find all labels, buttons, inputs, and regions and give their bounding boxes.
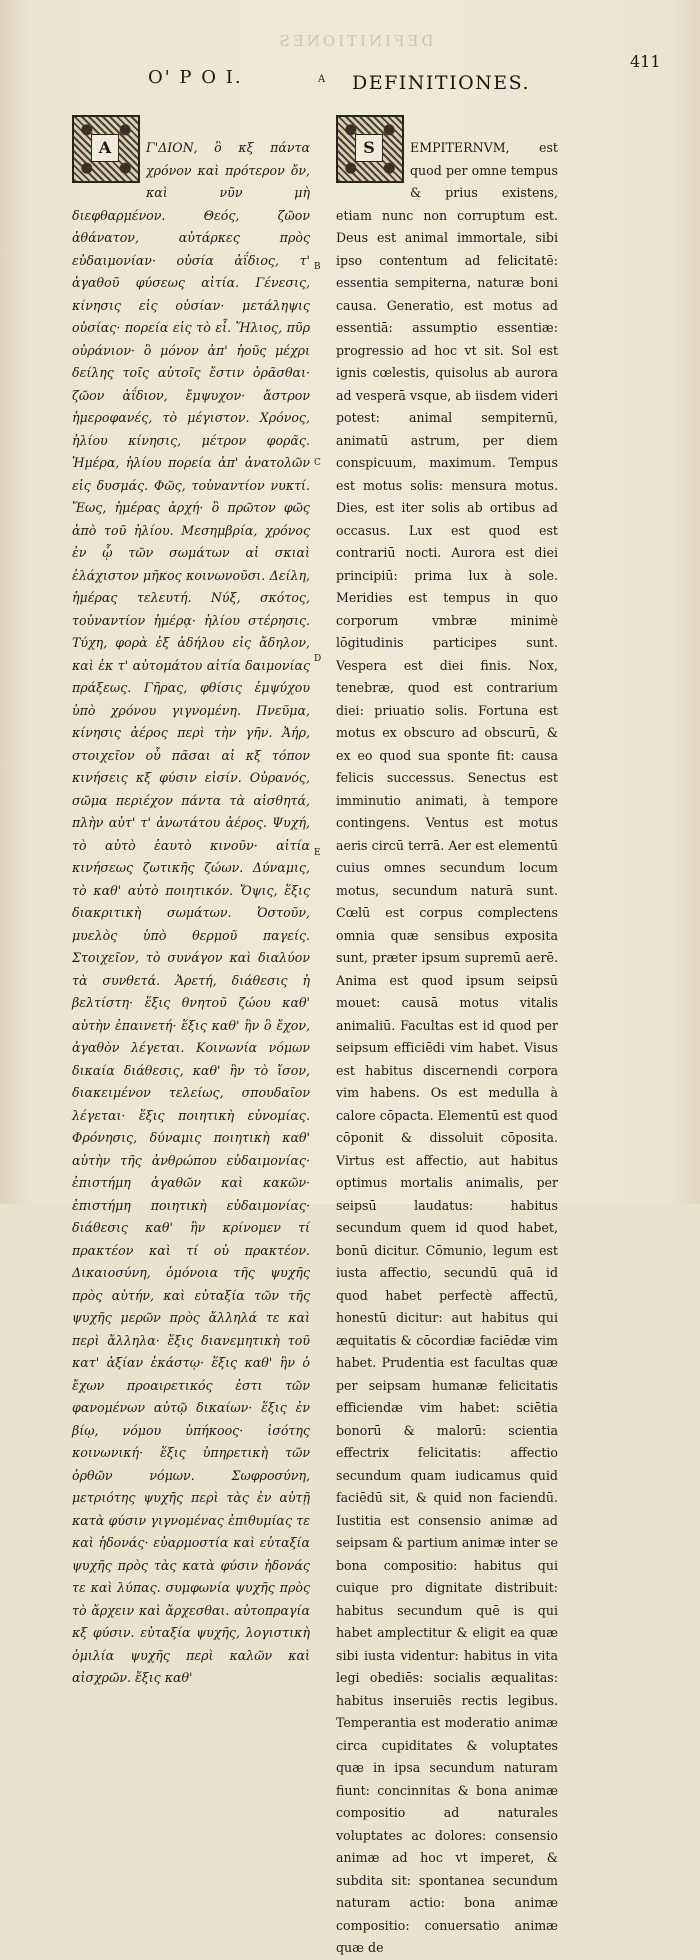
- margin-letter-c: C: [314, 458, 321, 468]
- latin-column: [336, 92, 558, 1960]
- latin-initial-letter: S: [355, 134, 383, 162]
- greek-heading: Ο' Ρ Ο Ι.: [148, 67, 243, 88]
- latin-body-text: EMPITERNVM, est quod per omne tempus & prius existens, etiam nunc non corruptum est. Deus est animal immortale, sibi ipso contentum ad felicitatē: essentia sempiterna, naturæ boni causa. Generatio, est motus ad essentiā: assumptio essentiæ: progressio ad hoc vt sit. Sol est ignis cœlestis, quisolus ab aurora ad vesperā vsque, ab iisdem videri potest: animal sempiternū, animatū astrum, per diem conspicuum, maximum. Tempus est motus solis: mensura motus. Dies, est iter solis ab ortibus ad occasus. Lux est quod est contrariū nocti. Aurora est diei principiū: prima lux à sole. Meridies est tempus in quo corporum vmbræ minimè lōgitudinis participes sunt. Vespera est diei finis. Nox, tenebræ, quod est contrarium diei: priuatio solis. Fortuna est motus ex obscuro ad obscurū, & ex eo quod sua sponte fit: causa felicis successus. Senectus est imminutio animati, à tempore contingens. Ventus est motus aeris circū terrā. Aer est elementū cuius omnes secundum locum motus, secundum naturā sunt. Cœlū est corpus complectens omnia quæ sensibus exposita sunt, præter ipsum supremū aerē. Anima est quod ipsum seipsū mouet: causā motus vitalis animaliū. Facultas est id quod per seipsum efficiēdi vim habet. Visus est habitus discernendi corpora vim habens. Os est medulla à calore cōpacta. Elementū est quod cōponit & dissoluit cōposita. Virtus est affectio, aut habitus optimus mortalis animalis, per seipsū laudatus: habitus secundum quem id quod habet, bonū dicitur. Cōmunio, legum est iusta affectio, secundū quā id quod habet perfectè affectū, honestū dicitur: aut habitus qui æquitatis & cōcordiæ faciēdæ vim habet. Prudentia est facultas quæ per seipsam humanæ felicitatis efficiendæ vim habet: sciētia bonorū & malorū: scientia effectrix felicitatis: affectio secundum quam iudicamus quid faciēdū sit, & quid non faciendū. Iustitia est consensio animæ ad seipsam & partium animæ inter se bona compositio: habitus qui cuique pro dignitate distribuit: habitus secundum quē is qui habet amplectitur & eligit ea quæ sibi iusta videntur: habitus in vita legi obediēs: socialis æqualitas: habitus inseruiēs rectis legibus. Temperantia est moderatio animæ circa cupiditates & voluptates quæ in ipsa secundum naturam fiunt: concinnitas & bona animæ compositio ad naturales voluptates ac dolores: consensio animæ ad hoc vt imperet, & subdita sit: spontanea secundum naturam actio: bona animæ compositio: conuersatio animæ quæ de: [336, 140, 558, 1955]
- greek-initial-woodcut: [72, 115, 140, 183]
- latin-heading: DEFINITIONES.: [352, 72, 531, 94]
- greek-column: [72, 92, 310, 1690]
- greek-initial-letter: A: [91, 134, 119, 162]
- section-letter-a: A: [318, 74, 326, 85]
- margin-letter-b: B: [314, 262, 321, 272]
- latin-initial-woodcut: [336, 115, 404, 183]
- margin-letter-e: E: [314, 848, 321, 858]
- greek-body-text: Γ'ΔΙΟΝ, ὃ κξ πάντα χρόνον καὶ πρότερον ὄν, καὶ νῦν μὴ διεφθαρμένον. Θεός, ζῶον ἀθάνατον, αὐτάρκες πρὸς εὐδαιμονίαν· οὐσία ἀΐδιος, τ' ἀγαθοῦ φύσεως αἰτία. Γένεσις, κίνησις εἰς οὐσίαν· μετάληψις οὐσίας· πορεία εἰς τὸ εἶ. Ἥλιος, πῦρ οὐράνιον· ὃ μόνον ἀπ' ἠοῦς μέχρι δείλης τοῖς αὐτοῖς ἔστιν ὁρᾶσθαι· ζῶον ἀΐδιον, ἔμψυχον· ἄστρον ἡμεροφανές, τὸ μέγιστον. Χρόνος, ἡλίου κίνησις, μέτρον φορᾶς. Ἡμέρα, ἡλίου πορεία ἀπ' ἀνατολῶν εἰς δυσμάς. Φῶς, τοὐναντίον νυκτί. Ἕως, ἡμέρας ἀρχή· ὃ πρῶτον φῶς ἀπὸ τοῦ ἡλίου. Μεσημβρία, χρόνος ἐν ᾧ τῶν σωμάτων αἱ σκιαὶ ἐλάχιστον μῆκος κοινωνοῦσι. Δείλη, ἡμέρας τελευτή. Νύξ, σκότος, τοὐναντίον ἡμέρᾳ· ἡλίου στέρησις. Τύχη, φορὰ ἐξ ἀδήλου εἰς ἄδηλον, καὶ ἐκ τ' αὐτομάτου αἰτία δαιμονίας πράξεως. Γῆρας, φθίσις ἐμψύχου ὑπὸ χρόνου γιγνομένη. Πνεῦμα, κίνησις ἀέρος περὶ τὴν γῆν. Ἀήρ, στοιχεῖον οὗ πᾶσαι αἱ κξ τόπον κινήσεις κξ φύσιν εἰσίν. Οὐρανός, σῶμα περιέχον πάντα τὰ αἰσθητά, πλὴν αὐτ' τ' ἀνωτάτου ἀέρος. Ψυχή, τὸ αὐτὸ ἑαυτὸ κινοῦν· αἰτία κινήσεως ζωτικῆς ζώων. Δύναμις, τὸ καθ' αὑτὸ ποιητικόν. Ὄψις, ἕξις διακριτικὴ σωμάτων. Ὀστοῦν, μυελὸς ὑπὸ θερμοῦ παγείς. Στοιχεῖον, τὸ συνάγον καὶ διαλύον τὰ συνθετά. Ἀρετή, διάθεσις ἡ βελτίστη· ἕξις θνητοῦ ζώου καθ' αὑτὴν ἐπαινετή· ἕξις καθ' ἣν ὃ ἔχον, ἀγαθὸν λέγεται. Κοινωνία νόμων δικαία διάθεσις, καθ' ἣν τὸ ἴσον, διακειμένον τελείως, σπουδαῖον λέγεται· ἕξις ποιητικὴ εὐνομίας. Φρόνησις, δύναμις ποιητικὴ καθ' αὑτὴν τῆς ἀνθρώπου εὐδαιμονίας· ἐπιστήμη ἀγαθῶν καὶ κακῶν· ἐπιστήμη ποιητικὴ εὐδαιμονίας· διάθεσις καθ' ἣν κρίνομεν τί πρακτέον καὶ τί οὐ πρακτέον. Δικαιοσύνη, ὁμόνοια τῆς ψυχῆς πρὸς αὑτήν, καὶ εὐταξία τῶν τῆς ψυχῆς μερῶν πρὸς ἄλληλά τε καὶ περὶ ἄλληλα· ἕξις διανεμητικὴ τοῦ κατ' ἀξίαν ἑκάστῳ· ἕξις καθ' ἣν ὁ ἔχων προαιρετικός ἐστι τῶν φανομένων αὐτῷ δικαίων· ἕξις ἐν βίῳ, νόμου ὑπήκοος· ἰσότης κοινωνική· ἕξις ὑπηρετικὴ τῶν ὀρθῶν νόμων. Σωφροσύνη, μετριότης ψυχῆς περὶ τὰς ἐν αὐτῇ κατὰ φύσιν γιγνομένας ἐπιθυμίας τε καὶ ἡδονάς· εὐαρμοστία καὶ εὐταξία ψυχῆς πρὸς τὰς κατὰ φύσιν ἡδονάς τε καὶ λύπας. συμφωνία ψυχῆς πρὸς τὸ ἄρχειν καὶ ἄρχεσθαι. αὐτοπραγία κξ φύσιν. εὐταξία ψυχῆς, λογιστικὴ ὁμιλία ψυχῆς περὶ καλῶν καὶ αἰσχρῶν. ἕξις καθ': [72, 140, 310, 1685]
- show-through-heading: DEFINITIONES: [276, 32, 434, 50]
- page-number: 411: [630, 52, 661, 71]
- margin-letter-d: D: [314, 654, 322, 664]
